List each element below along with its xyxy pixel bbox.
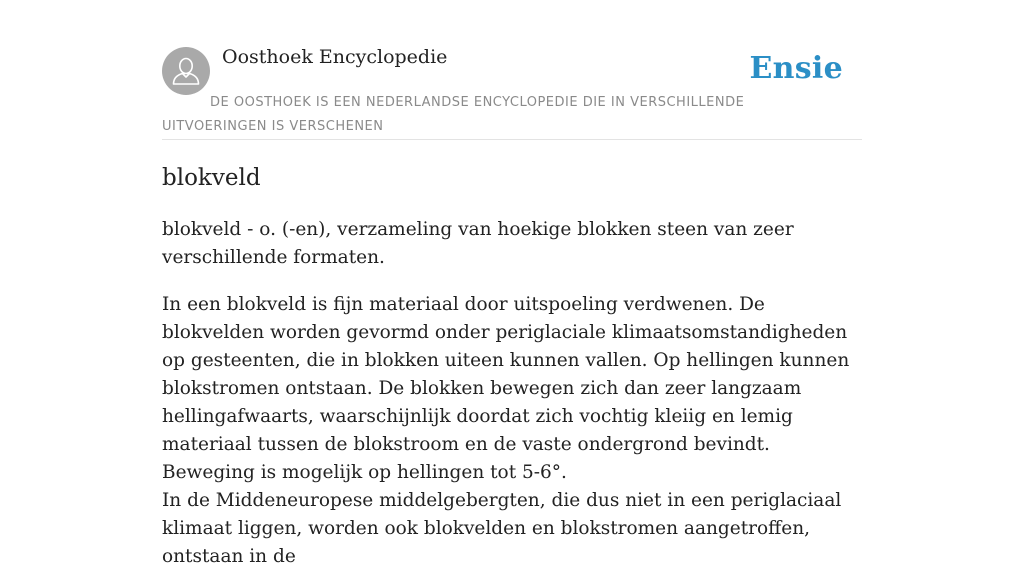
article-definition: blokveld - o. (-en), verzameling van hoekige blokken steen van zeer verschillende formaten. [162,219,794,268]
user-avatar-icon[interactable] [162,47,210,95]
ensie-logo[interactable]: Ensie [749,51,843,86]
source-description: DE OOSTHOEK IS EEN NEDERLANDSE ENCYCLOPEDIE DIE IN VERSCHILLENDE UITVOERINGEN IS VERSCHENEN [162,95,745,134]
article-paragraph: In een blokveld is fijn materiaal door uitspoeling verdwenen. De blokvelden worden gevormd onder periglaciale klimaatsomstandigheden op gesteenten, die in blokken uiteen kunnen vallen. Op hellingen kunnen blokstromen ontstaan. De blokken bewegen zich dan zeer langzaam hellingafwaarts, waarschijnlijk doordat zich vochtig kleiig en lemig materiaal tussen de blokstroom en de vaste ondergrond bevindt. Beweging is mogelijk op hellingen tot 5-6°. [162,294,850,483]
source-header [162,44,862,140]
source-name-link[interactable]: Oosthoek Encyclopedie [222,46,448,68]
article-body [162,291,862,571]
article-title: blokveld [162,165,261,191]
article [162,160,862,571]
article-paragraph: In de Middeneuropese middelgebergten, die dus niet in een periglaciaal klimaat liggen, worden ook blokvelden en blokstromen aangetroffen, ontstaan in de [162,490,842,567]
